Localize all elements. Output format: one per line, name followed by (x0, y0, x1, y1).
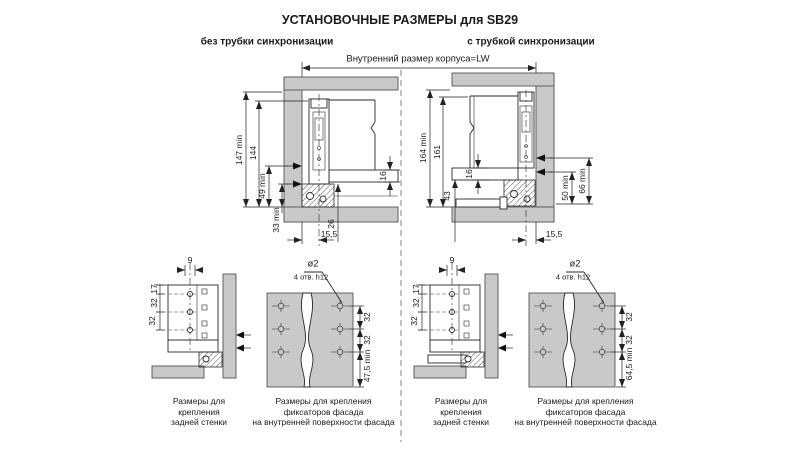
caption-line: Размеры для крепления (537, 396, 634, 406)
dim-upper-hole-with-tube: 66 min (577, 168, 587, 194)
dim-facade-bottom-with-tube: 64,5 min (624, 347, 634, 381)
page-title: УСТАНОВОЧНЫЕ РАЗМЕРЫ для SB29 (281, 13, 519, 27)
facade-hole-note-no-tube: 4 отв. h12 (293, 272, 329, 282)
dim-bottom-thickness-with-tube: 16 (464, 169, 474, 179)
caption-line: крепления (440, 406, 482, 417)
dim-back-pitch1-with-tube: 32 (411, 298, 421, 308)
caption-line: Размеры для крепления (275, 396, 372, 406)
caption-facade-no-tube (236, 396, 411, 428)
caption-line: на внутренней поверхности фасада (514, 417, 657, 427)
caption-line: задней стенки (170, 417, 228, 427)
section-view-no-tube (243, 77, 400, 246)
dim-upper-hole-no-tube: 49 min (257, 173, 267, 199)
caption-line: на внутренней поверхности фасада (252, 417, 395, 427)
dim-lower-hole-with-tube: 50 min (560, 175, 570, 201)
dim-bottom-thickness-no-tube: 16 (378, 171, 388, 181)
dim-facade-pitch1-with-tube: 32 (624, 312, 634, 322)
dim-back-pitch1-no-tube: 32 (149, 298, 159, 308)
facade-hole-diameter-with-tube: ø2 (569, 258, 581, 270)
caption-line: крепления (178, 406, 220, 417)
dim-height-min-with-tube: 164 min (418, 132, 428, 164)
dim-height-drawer-with-tube: 161 (432, 144, 442, 160)
dim-height-drawer-no-tube: 144 (248, 145, 258, 161)
caption-facade-with-tube (498, 396, 673, 428)
subtitle-no-tube: без трубки синхронизации (200, 36, 334, 48)
caption-line: фиксаторов фасада (283, 406, 364, 417)
dim-back-hole-offset-no-tube: 9 (187, 255, 193, 265)
facade-holes-drawing-with-tube (529, 272, 626, 387)
lw-dimension-label: Внутренний размер корпуса=LW (346, 53, 490, 65)
caption-line: фиксаторов фасада (545, 406, 626, 417)
facade-hole-note-with-tube: 4 отв. h12 (555, 272, 591, 282)
dim-front-offset-no-tube: 15,5 (320, 229, 338, 239)
dim-facade-pitch2-no-tube: 32 (362, 335, 372, 345)
dim-back-top-pitch-no-tube: 17 (149, 284, 159, 294)
back-wall-drawing-with-tube (414, 263, 513, 378)
dim-tube-clearance: 43 (442, 191, 452, 201)
dim-back-top-pitch-with-tube: 17 (411, 284, 421, 294)
facade-holes-drawing-no-tube (267, 272, 364, 387)
dim-bottom-clearance-no-tube: 26 (326, 219, 336, 229)
dim-facade-pitch2-with-tube: 32 (624, 335, 634, 345)
dim-back-pitch2-no-tube: 32 (147, 316, 157, 326)
dim-height-min-no-tube: 147 min (234, 134, 244, 166)
dim-facade-bottom-no-tube: 47,5 min (362, 349, 372, 383)
section-view-with-tube (426, 73, 593, 246)
synchronization-tube (456, 197, 507, 209)
facade-hole-diameter-no-tube: ø2 (307, 258, 319, 270)
dim-back-hole-offset-with-tube: 9 (449, 255, 455, 265)
caption-line: Размеры для (434, 396, 488, 406)
caption-line: Размеры для (172, 396, 226, 406)
dim-facade-pitch1-no-tube: 32 (362, 312, 372, 322)
dim-lower-hole-no-tube: 33 min (271, 207, 281, 233)
caption-line: задней стенки (432, 417, 490, 427)
back-wall-drawing-no-tube (152, 263, 251, 378)
dim-back-pitch2-with-tube: 32 (409, 316, 419, 326)
subtitle-with-tube: с трубкой синхронизации (467, 36, 595, 48)
dim-front-offset-with-tube: 15,5 (545, 229, 563, 239)
